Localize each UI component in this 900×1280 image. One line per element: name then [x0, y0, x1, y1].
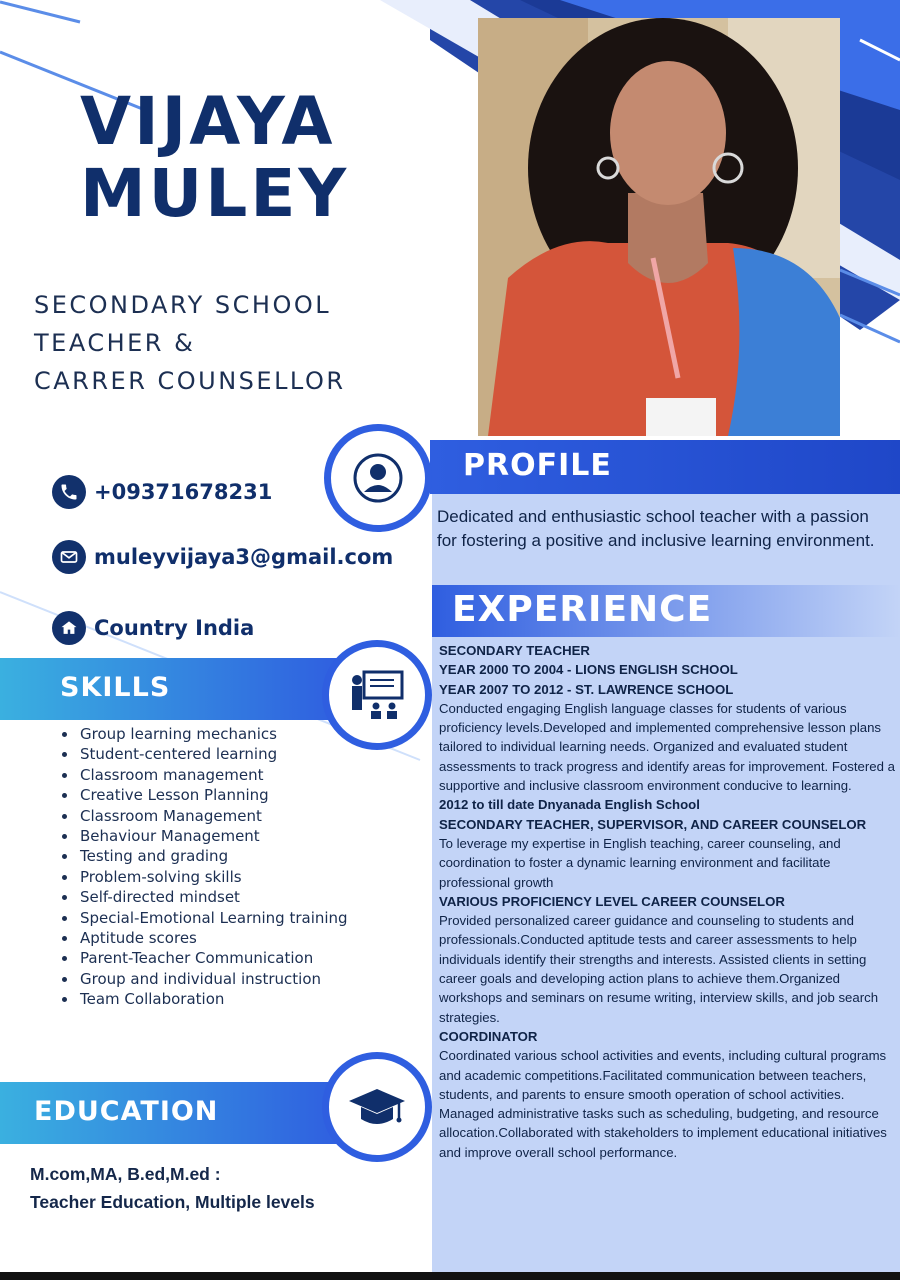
envelope-icon	[52, 540, 86, 574]
job-title	[34, 286, 346, 400]
phone-icon	[52, 475, 86, 509]
skills-badge	[322, 640, 432, 750]
candidate-name	[80, 83, 350, 232]
skill-item: • Classroom management	[78, 765, 348, 785]
bottom-border	[0, 1272, 900, 1280]
experience-line: 2012 to till date Dnyanada English School	[439, 797, 700, 813]
profile-photo	[478, 18, 840, 436]
skill-item: • Student-centered learning	[78, 744, 348, 764]
education-badge	[322, 1052, 432, 1162]
skill-item: • Team Collaboration	[78, 989, 348, 1009]
skill-item: • Problem-solving skills	[78, 867, 348, 887]
skill-item: • Creative Lesson Planning	[78, 785, 348, 805]
skill-item: • Parent-Teacher Communication	[78, 948, 348, 968]
email-row[interactable]	[52, 540, 393, 574]
skill-item: • Group learning mechanics	[78, 724, 348, 744]
profile-heading: PROFILE	[463, 448, 612, 483]
job-title-line-1: SECONDARY SCHOOL	[34, 291, 332, 319]
experience-line: YEAR 2007 TO 2012 - ST. LAWRENCE SCHOOL	[439, 681, 734, 697]
experience-header	[432, 585, 900, 637]
experience-line: SECONDARY TEACHER	[439, 643, 590, 658]
skill-item: • Special-Emotional Learning training	[78, 908, 348, 928]
experience-list	[439, 641, 895, 1162]
skill-item: • Aptitude scores	[78, 928, 348, 948]
job-title-line-3: CARRER COUNSELLOR	[34, 367, 346, 395]
last-name: MULEY	[80, 155, 350, 232]
experience-line: To leverage my expertise in English teaching, career counseling, and coordination to foster a dynamic learning environment and facilitate professional growth	[439, 835, 841, 890]
experience-line: Conducted engaging English language classes for students of various proficiency levels.Developed and implemented comprehensive lesson plans tailored to individual learning needs. Organized and evaluated student assessments to track progress and identify areas for improvement. Fostered a supportive and inclusive classroom environment conducive to learning.	[439, 700, 895, 794]
profile-badge	[324, 424, 432, 532]
phone-number: +09371678231	[94, 480, 273, 504]
skills-header	[0, 658, 345, 720]
country-row	[52, 611, 254, 645]
experience-line: SECONDARY TEACHER, SUPERVISOR, AND CAREER COUNSELOR	[439, 816, 867, 832]
teacher-presentation-icon	[343, 661, 410, 728]
country-text: Country India	[94, 616, 255, 640]
skill-item: • Self-directed mindset	[78, 887, 348, 907]
experience-heading: EXPERIENCE	[452, 589, 713, 630]
education-heading: EDUCATION	[34, 1096, 219, 1127]
experience-line: YEAR 2000 TO 2004 - LIONS ENGLISH SCHOOL	[439, 662, 738, 678]
person-photo	[478, 18, 840, 436]
skill-item: • Behaviour Management	[78, 826, 348, 846]
graduation-cap-icon	[343, 1073, 410, 1140]
first-name: VIJAYA	[80, 83, 336, 160]
job-title-line-2: TEACHER &	[34, 329, 196, 357]
experience-line: COORDINATOR	[439, 1028, 538, 1044]
profile-header	[430, 440, 900, 494]
email-address: muleyvijaya3@gmail.com	[94, 545, 394, 569]
education-details	[30, 1160, 315, 1216]
education-field: Teacher Education, Multiple levels	[30, 1192, 315, 1212]
skill-item: • Testing and grading	[78, 846, 348, 866]
education-header	[0, 1082, 345, 1144]
skill-item: • Group and individual instruction	[78, 969, 348, 989]
skills-heading: SKILLS	[60, 672, 171, 703]
home-icon	[52, 611, 86, 645]
education-degrees: M.com,MA, B.ed,M.ed :	[30, 1164, 221, 1184]
experience-line: Provided personalized career guidance and counseling to students and professionals.Conducted aptitude tests and career assessments to help individuals identify their strengths and interests. Assisted clients in setting career goals and developing action plans to achieve them.Organized workshops and seminars on resume writing, interview skills, and job search strategies.	[439, 913, 879, 1025]
skill-item: • Classroom Management	[78, 806, 348, 826]
experience-line: Coordinated various school activities and events, including cultural programs and academic competitions.Facilitated communication between teachers, students, and parents to ensure smooth operation of school activities. Managed administrative tasks such as scheduling, budgeting, and resource allocation.Collaborated with stakeholders to implement educational initiatives and improve overall school performance.	[439, 1048, 887, 1160]
skills-list	[58, 724, 348, 1010]
profile-summary: Dedicated and enthusiastic school teacher with a passion for fostering a positive and inclusive learning environment.	[437, 507, 875, 550]
experience-line: VARIOUS PROFICIENCY LEVEL CAREER COUNSELOR	[439, 893, 785, 909]
phone-row[interactable]	[52, 475, 272, 509]
user-icon	[345, 445, 411, 511]
